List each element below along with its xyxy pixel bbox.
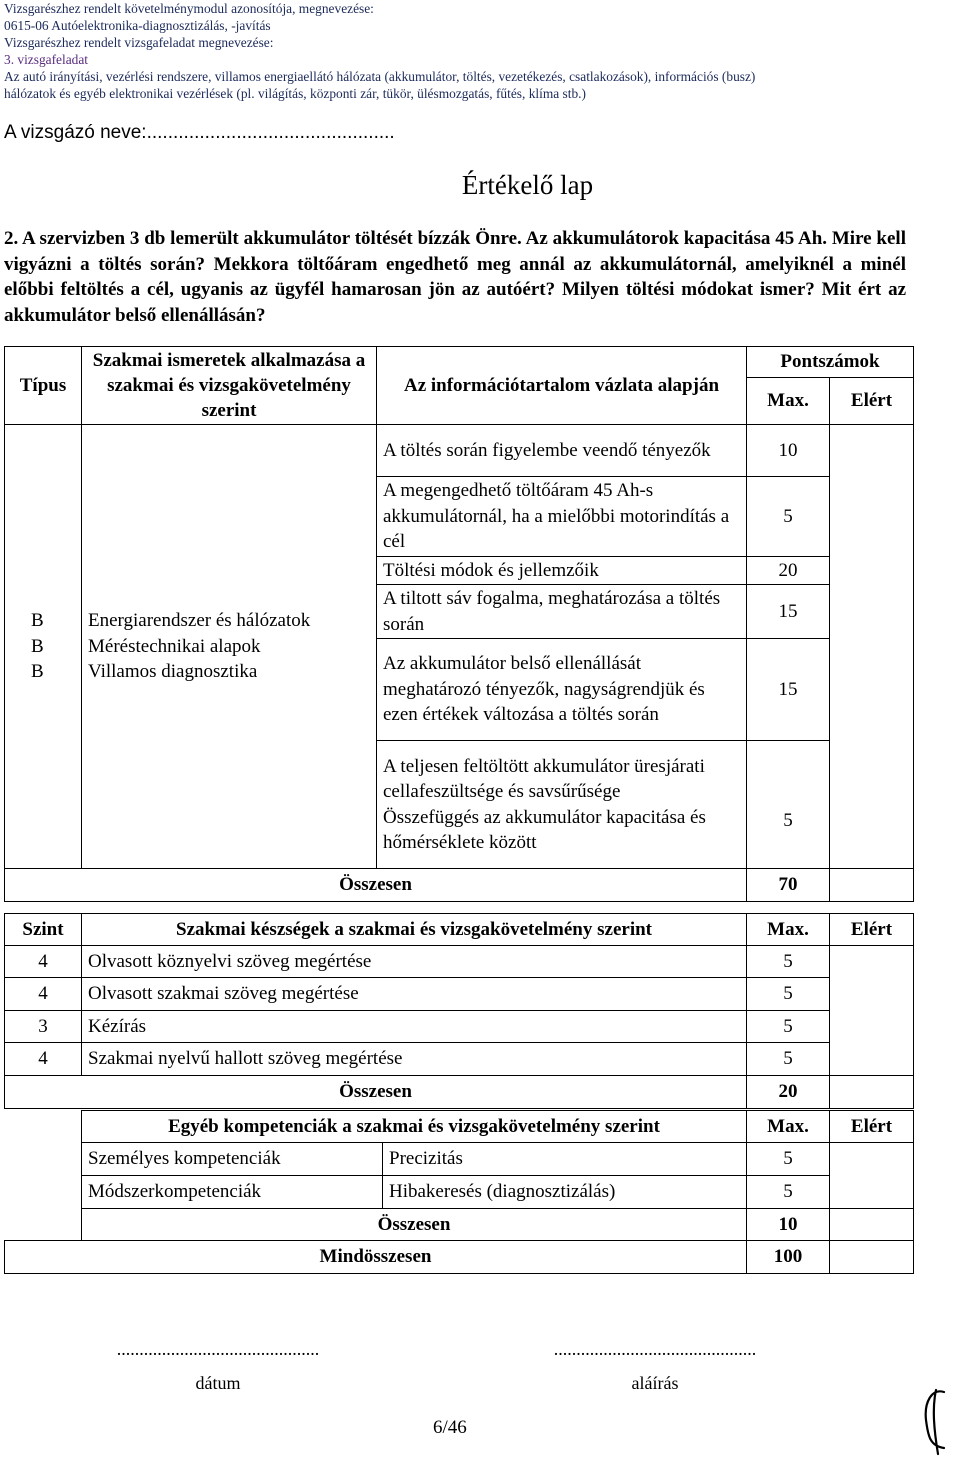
handwritten-mark — [914, 1386, 954, 1458]
table2-total-elert — [830, 1076, 914, 1109]
header-line-4: 3. vizsgafeladat — [4, 52, 89, 67]
date-label: dátum — [195, 1373, 241, 1393]
skill-text-3: Kézírás — [82, 1011, 747, 1043]
blank-cell — [5, 1176, 82, 1209]
criteria-row-6: A teljesen feltöltött akkumulátor üresjárati cellafeszültsége és savsűrűsége Összefüggés az akkumulátor kapacitása és hőmérséklete között — [377, 741, 747, 869]
comp-name-2: Módszerkompetenciák — [82, 1176, 383, 1209]
page-title: Értékelő lap — [461, 170, 594, 200]
examinee-name-line: A vizsgázó neve:............................................... — [4, 122, 395, 143]
skill-max-2: 5 — [747, 978, 830, 1011]
page-number: 6/46 — [433, 1417, 467, 1438]
signature-block — [522, 1332, 788, 1400]
criteria-max-2: 5 — [747, 477, 830, 557]
skill-text-1: Olvasott köznyelvi szöveg megértése — [82, 946, 747, 978]
blank-cell — [5, 1209, 82, 1241]
date-block — [85, 1332, 351, 1400]
signature-label: aláírás — [631, 1373, 679, 1393]
grand-total-label: Mindösszesen — [5, 1241, 747, 1274]
header-ismeretek: Szakmai ismeretek alkalmazása a szakmai és vizsgakövetelmény szerint — [82, 347, 377, 425]
header-elert: Elért — [830, 378, 914, 425]
table3-total-label: Összesen — [82, 1209, 747, 1241]
grand-total-max: 100 — [747, 1241, 830, 1274]
header-egyeb: Egyéb kompetenciák a szakmai és vizsgakövetelmény szerint — [82, 1111, 747, 1143]
table3-total-elert — [830, 1209, 914, 1241]
header-keszsegek: Szakmai készségek a szakmai és vizsgakövetelmény szerint — [82, 914, 747, 946]
header-line-6: hálózatok és egyéb elektronikai vezérlések (pl. világítás, központi zár, tükör, ülésmozgatás, fűtés, klíma stb.) — [4, 86, 586, 101]
header-tipus: Típus — [5, 347, 82, 425]
criteria-max-1: 10 — [747, 425, 830, 477]
criteria-max-3: 20 — [747, 556, 830, 585]
skill-max-1: 5 — [747, 946, 830, 978]
header-vazlat: Az információtartalom vázlata alapján — [377, 347, 747, 425]
skill-max-3: 5 — [747, 1011, 830, 1043]
blank-cell — [5, 1143, 82, 1176]
date-dots: ............................................. — [116, 1339, 320, 1359]
comp-item-2: Hibakeresés (diagnosztizálás) — [383, 1176, 747, 1209]
skills-header-elert: Elért — [830, 914, 914, 946]
task-question: 2. A szervizben 3 db lemerült akkumulátor töltését bízzák Önre. Az akkumulátorok kapacitása 45 Ah. Mire kell vigyázni a töltés során? Mekkora töltőáram engedhető meg annál az akkumulátornál, amelyiknél a minél előbbi feltöltés a cél, ugyanis az ügyfél hamarosan jön az autóért? Milyen töltési módokat ismer? Mit ért az akkumulátor belső ellenállásán? — [4, 228, 906, 326]
skill-text-4: Szakmai nyelvű hallott szöveg megértése — [82, 1043, 747, 1076]
skills-header-max: Max. — [747, 914, 830, 946]
table2-total-max: 20 — [747, 1076, 830, 1109]
criteria-elert-cell — [830, 425, 914, 869]
criteria-max-6: 5 — [747, 741, 830, 869]
ismeretek-cell — [82, 425, 377, 869]
header-line-1: Vizsgarészhez rendelt követelménymodul azonosítója, megnevezése: — [4, 1, 374, 16]
blank-cell — [5, 1111, 82, 1143]
tipus-1: B — [31, 610, 44, 632]
comp-item-1: Precizitás — [383, 1143, 747, 1176]
competencies-table — [4, 1110, 914, 1274]
skill-level-4: 4 — [5, 1043, 82, 1076]
skill-text-2: Olvasott szakmai szöveg megértése — [82, 978, 747, 1011]
table1-total-max: 70 — [747, 869, 830, 902]
skills-table — [4, 913, 914, 1109]
table2-total-label: Összesen — [5, 1076, 747, 1109]
comp-max-1: 5 — [747, 1143, 830, 1176]
comp-header-elert: Elért — [830, 1111, 914, 1143]
skill-elert-cell — [830, 946, 914, 1076]
criteria-row-1: A töltés során figyelembe veendő tényezők — [377, 425, 747, 477]
ismeret-3: Villamos diagnosztika — [88, 661, 258, 683]
comp-name-1: Személyes kompetenciák — [82, 1143, 383, 1176]
criteria-max-5: 15 — [747, 639, 830, 741]
skill-level-1: 4 — [5, 946, 82, 978]
tipus-3: B — [31, 661, 44, 683]
comp-header-max: Max. — [747, 1111, 830, 1143]
skill-level-2: 4 — [5, 978, 82, 1011]
skill-level-3: 3 — [5, 1011, 82, 1043]
criteria-row-5: Az akkumulátor belső ellenállását meghatározó tényezők, nagyságrendjük és ezen értékek változása a töltés során — [377, 639, 747, 741]
ismeret-2: Méréstechnikai alapok — [88, 635, 261, 657]
header-line-3: Vizsgarészhez rendelt vizsgafeladat megnevezése: — [4, 35, 274, 50]
grand-total-elert — [830, 1241, 914, 1274]
skill-max-4: 5 — [747, 1043, 830, 1076]
knowledge-table — [4, 346, 914, 902]
comp-max-2: 5 — [747, 1176, 830, 1209]
tipus-2: B — [31, 635, 44, 657]
criteria-row-2: A megengedhető töltőáram 45 Ah-s akkumulátornál, ha a mielőbbi motorindítás a cél — [377, 477, 747, 557]
criteria-row-3: Töltési módok és jellemzőik — [377, 556, 747, 585]
criteria-row-4: A tiltott sáv fogalma, meghatározása a töltés során — [377, 585, 747, 639]
header-line-2: 0615-06 Autóelektronika-diagnosztizálás, -javítás — [4, 18, 271, 33]
header-max: Max. — [747, 378, 830, 425]
table1-total-elert — [830, 869, 914, 902]
tipus-cell — [5, 425, 82, 869]
ismeret-1: Energiarendszer és hálózatok — [88, 610, 311, 632]
criteria-max-4: 15 — [747, 585, 830, 639]
header-line-5: Az autó irányítási, vezérlési rendszere, villamos energiaellátó hálózata (akkumulátor, töltés, vezetékezés, csatlakozások), információs (busz) — [4, 69, 756, 84]
header-szint: Szint — [5, 914, 82, 946]
comp-elert-cell — [830, 1143, 914, 1209]
signature-dots: ............................................. — [553, 1339, 757, 1359]
table1-total-label: Összesen — [5, 869, 747, 902]
header-pontszamok: Pontszámok — [747, 347, 914, 378]
table3-total-max: 10 — [747, 1209, 830, 1241]
